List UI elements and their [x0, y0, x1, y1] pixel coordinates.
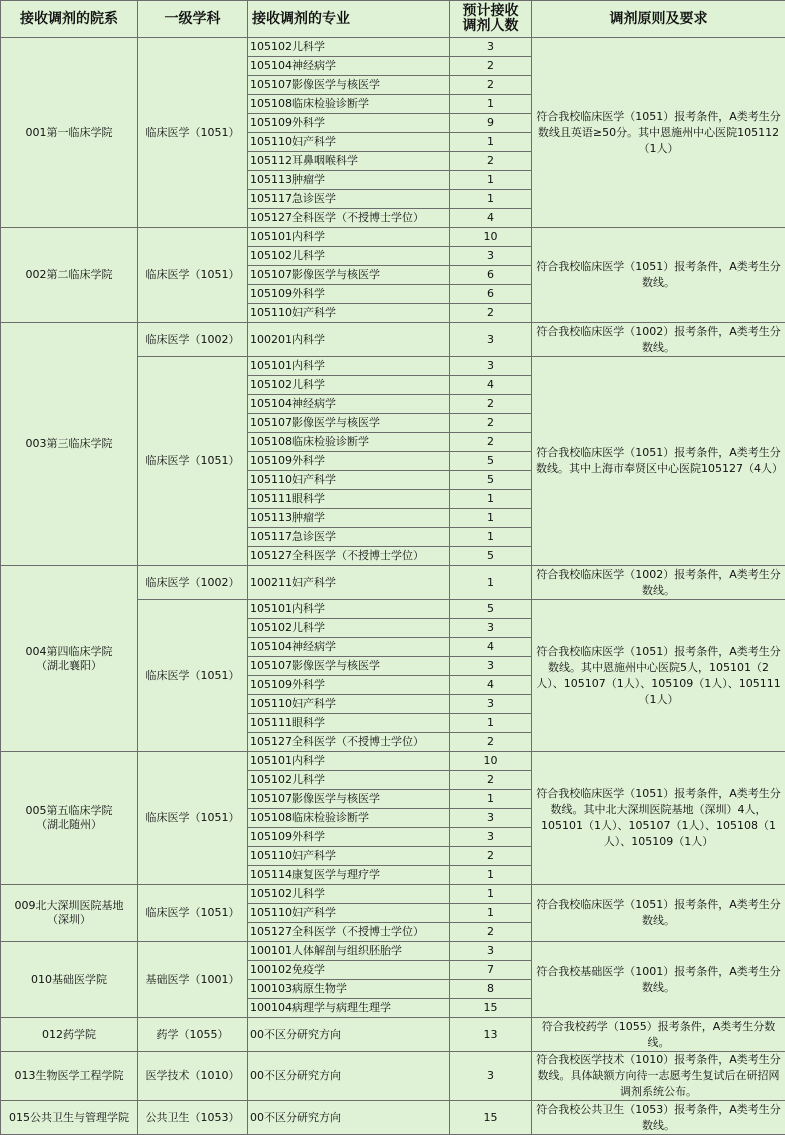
count-cell: 6 [450, 285, 532, 304]
requirements-cell: 符合我校临床医学（1051）报考条件，A类考生分数线且英语≥50分。其中恩施州中心医院105112（1人） [532, 38, 785, 228]
discipline-cell: 临床医学（1051） [138, 228, 248, 323]
discipline-cell: 基础医学（1001） [138, 942, 248, 1018]
major-cell: 105127全科医学（不授博士学位） [248, 733, 450, 752]
requirements-cell: 符合我校临床医学（1051）报考条件，A类考生分数线。其中恩施州中心医院5人，105101（2人）、105107（1人）、105109（1人）、105111（1人） [532, 600, 785, 752]
count-cell: 1 [450, 171, 532, 190]
major-cell: 105102儿科学 [248, 38, 450, 57]
requirements-cell: 符合我校临床医学（1051）报考条件，A类考生分数线。 [532, 228, 785, 323]
count-cell: 1 [450, 885, 532, 904]
major-cell: 105102儿科学 [248, 771, 450, 790]
table-row [1, 566, 785, 600]
discipline-cell: 临床医学（1051） [138, 600, 248, 752]
count-cell: 1 [450, 509, 532, 528]
major-cell: 105111眼科学 [248, 490, 450, 509]
major-cell: 105127全科医学（不授博士学位） [248, 209, 450, 228]
major-cell: 105114康复医学与理疗学 [248, 866, 450, 885]
count-cell: 3 [450, 809, 532, 828]
count-cell: 2 [450, 76, 532, 95]
major-cell: 105113肿瘤学 [248, 509, 450, 528]
dept-cell: 001第一临床学院 [1, 38, 138, 228]
requirements-cell: 符合我校基础医学（1001）报考条件，A类考生分数线。 [532, 942, 785, 1018]
discipline-cell: 临床医学（1051） [138, 38, 248, 228]
requirements-cell: 符合我校公共卫生（1053）报考条件，A类考生分数线。 [532, 1101, 785, 1135]
count-cell: 15 [450, 1101, 532, 1135]
major-cell: 105102儿科学 [248, 376, 450, 395]
count-cell: 1 [450, 866, 532, 885]
count-cell: 1 [450, 528, 532, 547]
count-cell: 2 [450, 414, 532, 433]
count-cell: 1 [450, 490, 532, 509]
major-cell: 00不区分研究方向 [248, 1101, 450, 1135]
table-row [1, 38, 785, 57]
count-cell: 5 [450, 600, 532, 619]
header-requirements: 调剂原则及要求 [532, 1, 785, 38]
count-cell: 2 [450, 771, 532, 790]
major-cell: 105112耳鼻咽喉科学 [248, 152, 450, 171]
discipline-cell: 临床医学（1002） [138, 323, 248, 357]
count-cell: 3 [450, 38, 532, 57]
major-cell: 100102免疫学 [248, 961, 450, 980]
major-cell: 105108临床检验诊断学 [248, 433, 450, 452]
count-cell: 13 [450, 1018, 532, 1052]
major-cell: 105109外科学 [248, 452, 450, 471]
major-cell: 105102儿科学 [248, 247, 450, 266]
major-cell: 100101人体解剖与组织胚胎学 [248, 942, 450, 961]
count-cell: 1 [450, 133, 532, 152]
major-cell: 105102儿科学 [248, 885, 450, 904]
requirements-cell: 符合我校医学技术（1010）报考条件，A类考生分数线。具体缺额方向待一志愿考生复试后在研招网调剂系统公布。 [532, 1052, 785, 1101]
discipline-cell: 医学技术（1010） [138, 1052, 248, 1101]
major-cell: 105109外科学 [248, 285, 450, 304]
header-discipline: 一级学科 [138, 1, 248, 38]
dept-cell: 002第二临床学院 [1, 228, 138, 323]
major-cell: 105109外科学 [248, 828, 450, 847]
major-cell: 105110妇产科学 [248, 133, 450, 152]
requirements-cell: 符合我校临床医学（1002）报考条件，A类考生分数线。 [532, 323, 785, 357]
count-cell: 5 [450, 547, 532, 566]
discipline-cell: 临床医学（1002） [138, 566, 248, 600]
discipline-cell: 临床医学（1051） [138, 885, 248, 942]
major-cell: 105104神经病学 [248, 57, 450, 76]
major-cell: 105107影像医学与核医学 [248, 414, 450, 433]
count-cell: 10 [450, 752, 532, 771]
count-cell: 3 [450, 323, 532, 357]
major-cell: 105117急诊医学 [248, 190, 450, 209]
major-cell: 00不区分研究方向 [248, 1052, 450, 1101]
count-cell: 3 [450, 828, 532, 847]
count-cell: 3 [450, 657, 532, 676]
count-cell: 2 [450, 847, 532, 866]
table-row [1, 228, 785, 247]
table-row [1, 1052, 785, 1101]
major-cell: 105107影像医学与核医学 [248, 266, 450, 285]
count-cell: 8 [450, 980, 532, 999]
count-cell: 2 [450, 57, 532, 76]
major-cell: 105110妇产科学 [248, 304, 450, 323]
major-cell: 105110妇产科学 [248, 471, 450, 490]
major-cell: 105107影像医学与核医学 [248, 657, 450, 676]
count-cell: 15 [450, 999, 532, 1018]
count-cell: 3 [450, 695, 532, 714]
dept-cell: 004第四临床学院 （湖北襄阳） [1, 566, 138, 752]
count-cell: 3 [450, 942, 532, 961]
count-cell: 2 [450, 433, 532, 452]
count-cell: 4 [450, 376, 532, 395]
major-cell: 105101内科学 [248, 600, 450, 619]
count-cell: 6 [450, 266, 532, 285]
table-row [1, 1101, 785, 1135]
major-cell: 100104病理学与病理生理学 [248, 999, 450, 1018]
major-cell: 105109外科学 [248, 114, 450, 133]
major-cell: 105127全科医学（不授博士学位） [248, 547, 450, 566]
dept-cell: 015公共卫生与管理学院 [1, 1101, 138, 1135]
count-cell: 1 [450, 566, 532, 600]
count-cell: 1 [450, 790, 532, 809]
dept-cell: 005第五临床学院 （湖北随州） [1, 752, 138, 885]
major-cell: 105108临床检验诊断学 [248, 809, 450, 828]
count-cell: 1 [450, 190, 532, 209]
discipline-cell: 公共卫生（1053） [138, 1101, 248, 1135]
major-cell: 105102儿科学 [248, 619, 450, 638]
requirements-cell: 符合我校临床医学（1051）报考条件，A类考生分数线。其中上海市奉贤区中心医院105127（4人） [532, 357, 785, 566]
header-row [1, 1, 785, 38]
header-major: 接收调剂的专业 [248, 1, 450, 38]
table-row [1, 942, 785, 961]
major-cell: 105113肿瘤学 [248, 171, 450, 190]
dept-cell: 003第三临床学院 [1, 323, 138, 566]
major-cell: 100201内科学 [248, 323, 450, 357]
major-cell: 105101内科学 [248, 357, 450, 376]
count-cell: 3 [450, 619, 532, 638]
requirements-cell: 符合我校药学（1055）报考条件，A类考生分数线。 [532, 1018, 785, 1052]
count-cell: 1 [450, 904, 532, 923]
discipline-cell: 临床医学（1051） [138, 752, 248, 885]
discipline-cell: 药学（1055） [138, 1018, 248, 1052]
major-cell: 105117急诊医学 [248, 528, 450, 547]
major-cell: 105104神经病学 [248, 395, 450, 414]
major-cell: 00不区分研究方向 [248, 1018, 450, 1052]
dept-cell: 009北大深圳医院基地 （深圳） [1, 885, 138, 942]
major-cell: 105101内科学 [248, 228, 450, 247]
dept-cell: 013生物医学工程学院 [1, 1052, 138, 1101]
header-dept: 接收调剂的院系 [1, 1, 138, 38]
table-row [1, 323, 785, 357]
count-cell: 3 [450, 247, 532, 266]
count-cell: 2 [450, 733, 532, 752]
major-cell: 105107影像医学与核医学 [248, 790, 450, 809]
major-cell: 100211妇产科学 [248, 566, 450, 600]
major-cell: 100103病原生物学 [248, 980, 450, 999]
table-row [1, 752, 785, 771]
count-cell: 3 [450, 1052, 532, 1101]
dept-cell: 010基础医学院 [1, 942, 138, 1018]
major-cell: 105110妇产科学 [248, 695, 450, 714]
count-cell: 10 [450, 228, 532, 247]
table-row [1, 885, 785, 904]
count-cell: 2 [450, 923, 532, 942]
count-cell: 3 [450, 357, 532, 376]
major-cell: 105109外科学 [248, 676, 450, 695]
major-cell: 105108临床检验诊断学 [248, 95, 450, 114]
requirements-cell: 符合我校临床医学（1051）报考条件，A类考生分数线。 [532, 885, 785, 942]
discipline-cell: 临床医学（1051） [138, 357, 248, 566]
major-cell: 105110妇产科学 [248, 847, 450, 866]
dept-cell: 012药学院 [1, 1018, 138, 1052]
count-cell: 4 [450, 676, 532, 695]
major-cell: 105111眼科学 [248, 714, 450, 733]
requirements-cell: 符合我校临床医学（1002）报考条件，A类考生分数线。 [532, 566, 785, 600]
count-cell: 1 [450, 714, 532, 733]
count-cell: 2 [450, 304, 532, 323]
major-cell: 105104神经病学 [248, 638, 450, 657]
count-cell: 7 [450, 961, 532, 980]
count-cell: 5 [450, 471, 532, 490]
major-cell: 105107影像医学与核医学 [248, 76, 450, 95]
table-row [1, 1018, 785, 1052]
count-cell: 4 [450, 209, 532, 228]
count-cell: 2 [450, 152, 532, 171]
table-body [1, 38, 785, 1135]
major-cell: 105110妇产科学 [248, 904, 450, 923]
count-cell: 4 [450, 638, 532, 657]
requirements-cell: 符合我校临床医学（1051）报考条件，A类考生分数线。其中北大深圳医院基地（深圳）4人，105101（1人）、105107（1人）、105108（1人）、105109（1人） [532, 752, 785, 885]
count-cell: 2 [450, 395, 532, 414]
count-cell: 9 [450, 114, 532, 133]
count-cell: 5 [450, 452, 532, 471]
major-cell: 105101内科学 [248, 752, 450, 771]
major-cell: 105127全科医学（不授博士学位） [248, 923, 450, 942]
count-cell: 1 [450, 95, 532, 114]
header-count: 预计接收调剂人数 [450, 1, 532, 38]
